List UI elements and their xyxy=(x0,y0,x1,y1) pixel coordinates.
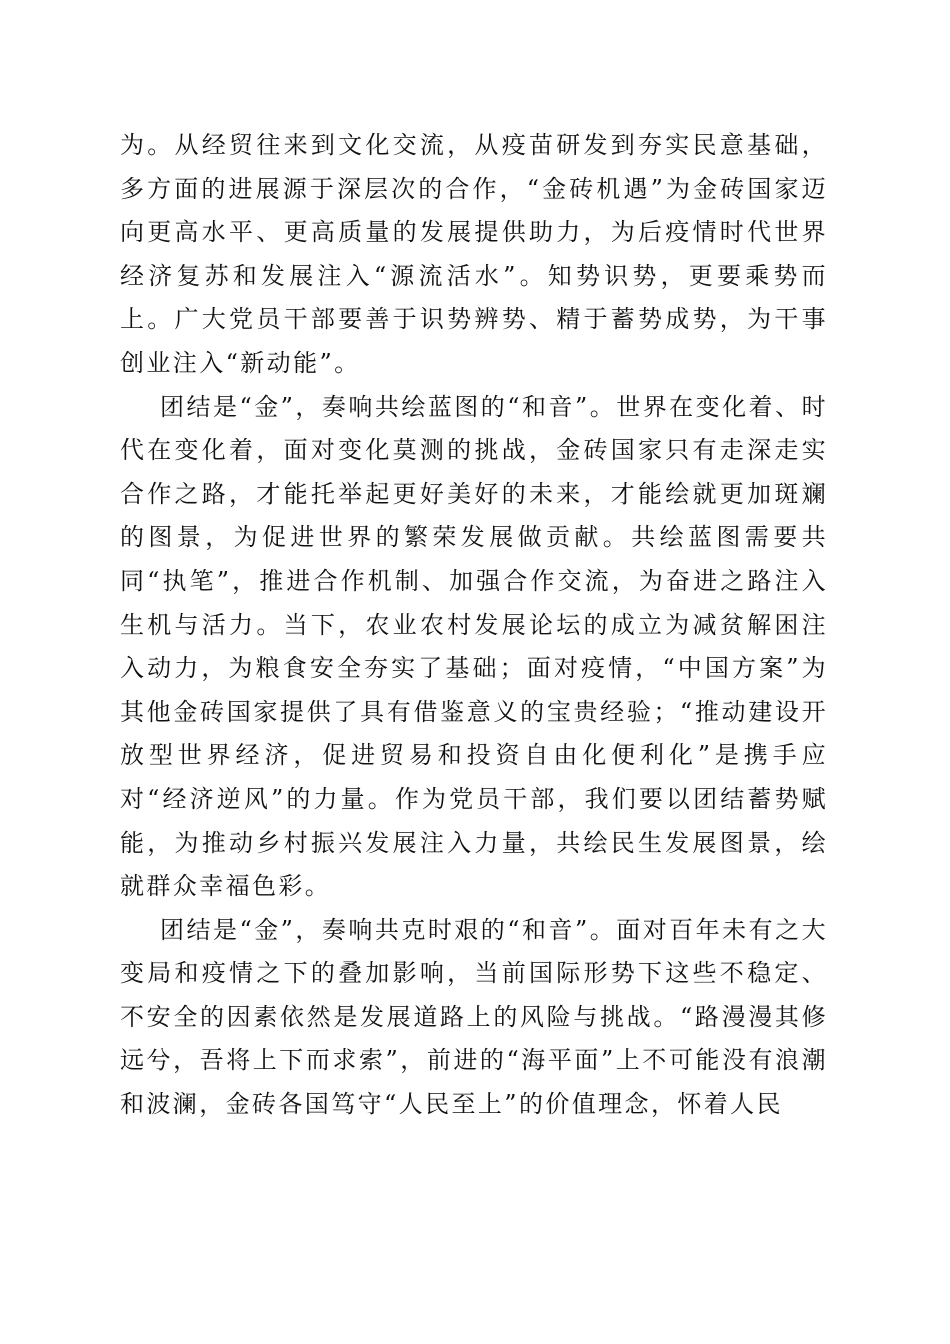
body-text xyxy=(120,124,828,1127)
paragraph-2: 团结是“金”，奏响共绘蓝图的“和音”。世界在变化着、时代在变化着，面对变化莫测的挑战，金砖国家只有走深走实合作之路，才能托举起更好美好的未来，才能绘就更加斑斓的图景，为促进世界的繁荣发展做贡献。共绘蓝图需要共同“执笔”，推进合作机制、加强合作交流，为奋进之路注入生机与活力。当下，农业农村发展论坛的成立为减贫解困注入动力，为粮食安全夯实了基础；面对疫情，“中国方案”为其他金砖国家提供了具有借鉴意义的宝贵经验；“推动建设开放型世界经济，促进贸易和投资自由化便利化”是携手应对“经济逆风”的力量。作为党员干部，我们要以团结蓄势赋能，为推动乡村振兴发展注入力量，共绘民生发展图景，绘就群众幸福色彩。 xyxy=(120,392,828,901)
paragraph-3: 团结是“金”，奏响共克时艰的“和音”。面对百年未有之大变局和疫情之下的叠加影响，当前国际形势下这些不稳定、不安全的因素依然是发展道路上的风险与挑战。“路漫漫其修远兮，吾将上下而求索”，前进的“海平面”上不可能没有浪潮和波澜，金砖各国笃守“人民至上”的价值理念，怀着人民 xyxy=(120,915,828,1119)
paragraph-1: 为。从经贸往来到文化交流，从疫苗研发到夯实民意基础，多方面的进展源于深层次的合作，“金砖机遇”为金砖国家迈向更高水平、更高质量的发展提供助力，为后疫情时代世界经济复苏和发展注入“源流活水”。知势识势，更要乘势而上。广大党员干部要善于识势辨势、精于蓄势成势，为干事创业注入“新动能”。 xyxy=(120,131,828,377)
